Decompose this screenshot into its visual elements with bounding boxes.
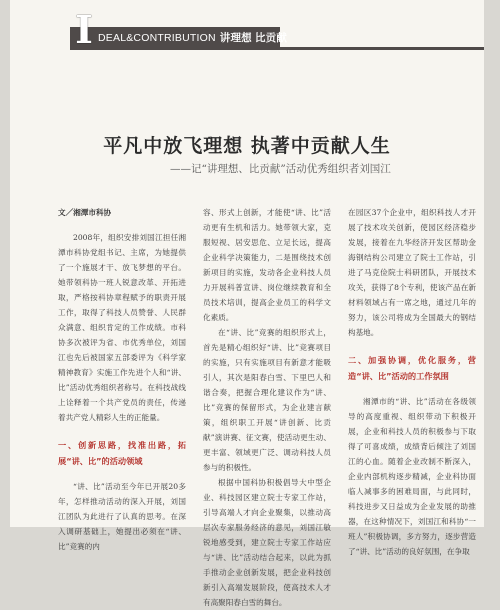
section-initial-letter: I xyxy=(75,7,93,52)
byline: 文／湘潭市科协 xyxy=(58,208,112,217)
paragraph: 根据中国科协积极倡导大中型企业、科技园区建立院士专家工作站，引导高端人才向企业聚集，以推动高层次专家服务经济的意见，刘国江敏锐地感受到，建立院士专家工作站应与“讲、比”活动结合起来，以此为抓手推动企业创新发展，把企业科技创新引入高端发展阶段，使高技术人才有高聚阳春白雪的舞台。 xyxy=(203,478,331,607)
paragraph: 在园区37个企业中，组织科技人才开展了技术攻关创新，使园区经济稳步发展，接着在九华经济开发区帮助金海钢结构公司建立了院士工作站，引进了马克俭院士科研团队，开展技术攻关，获得了8个专利，使该产品在新材料领域占有一席之地，通过几年的努力，该公司将成为全国最大的钢结构基地。 xyxy=(348,208,476,337)
paragraph: 在“讲、比”竞赛的组织形式上，首先是精心组织好“讲、比”竞赛项目的实施，只有实施项目有新意才能吸引人，其次是阳春白雪、下里巴人和谐合奏，把握合理化建议作为“讲、比”竞赛的保留形式，为企业建言献策，组织职工开展“讲创新、比贡献”演讲赛、征文赛，使活动更生动、更丰富、领域更广泛、调动科技人员参与的积极性。 xyxy=(203,328,331,472)
column-2 xyxy=(203,205,331,610)
paragraph: 容、形式上创新，才能使“讲、比”活动更有生机和活力。她带领大家，克服短视、居安思危、立足长远，提高企业科学决策能力，二是围绕技术创新项目的实施，发动各企业科技人员力开展科普宣讲、岗位继续教育和全员技术培训，提高企业员工的科学文化素质。 xyxy=(203,208,331,322)
header-rule xyxy=(70,47,484,50)
paragraph: 湘潭市的“讲、比”活动在各级领导的高度重视、组织带动下积极开展，企业和科技人员的积极参与下取得了可喜成绩，成绩背后倾注了刘国江的心血。随着企业改制不断深入，企业内部机构逐步精减，企业科协面临人减事多的困难局面，与此同时，科技进步又日益成为企业发展的助推器，在这种情况下，刘国江和科协“一班人”积极协调，多方努力，逐步营造了“讲、比”活动的良好氛围，在争取 xyxy=(348,397,476,556)
paragraph: “讲、比”活动至今年已开展20多年，怎样推动活动的深入开展，刘国江团队为此进行了认真的思考。在深入调研基础上，她提出必须在“讲、比”竞赛的内 xyxy=(58,482,186,551)
section-header-text xyxy=(98,30,287,46)
section-header-english: DEAL&CONTRIBUTION xyxy=(98,32,216,44)
section-heading-2: 二、加强协调，优化服务，营造“讲、比”活动的工作氛围 xyxy=(348,355,476,381)
column-3 xyxy=(348,205,476,559)
column-1 xyxy=(58,205,186,554)
section-heading-1: 一、创新思路，找准出路，拓展“讲、比”的活动领域 xyxy=(58,440,186,466)
article-title: 平凡中放飞理想 执著中贡献人生 xyxy=(103,135,391,157)
article-subtitle: ——记“讲理想、比贡献”活动优秀组织者刘国江 xyxy=(170,163,391,175)
article-body xyxy=(58,205,476,607)
magazine-page xyxy=(10,0,484,607)
section-header-chinese: 讲理想 比贡献 xyxy=(219,32,288,44)
paragraph: 2008年，组织安排刘国江担任湘潭市科协党组书记、主席，为她提供了一个施展才干、放飞梦想的平台。她带领科协一班人锐意改革、开拓进取，严格按科协章程赋予的职责开展工作，取得了科技人员赞誉、人民群众满意、组织肯定的工作成绩。市科协多次被评为省、市优秀单位，刘国江也先后被国家五部委评为《科学家精神教育》实施工作先进个人和“讲、比”活动优秀组织者称号。在科技战线上诠释着一个共产党员的责任，传递着共产党人精彩人生的正能量。 xyxy=(58,233,186,422)
